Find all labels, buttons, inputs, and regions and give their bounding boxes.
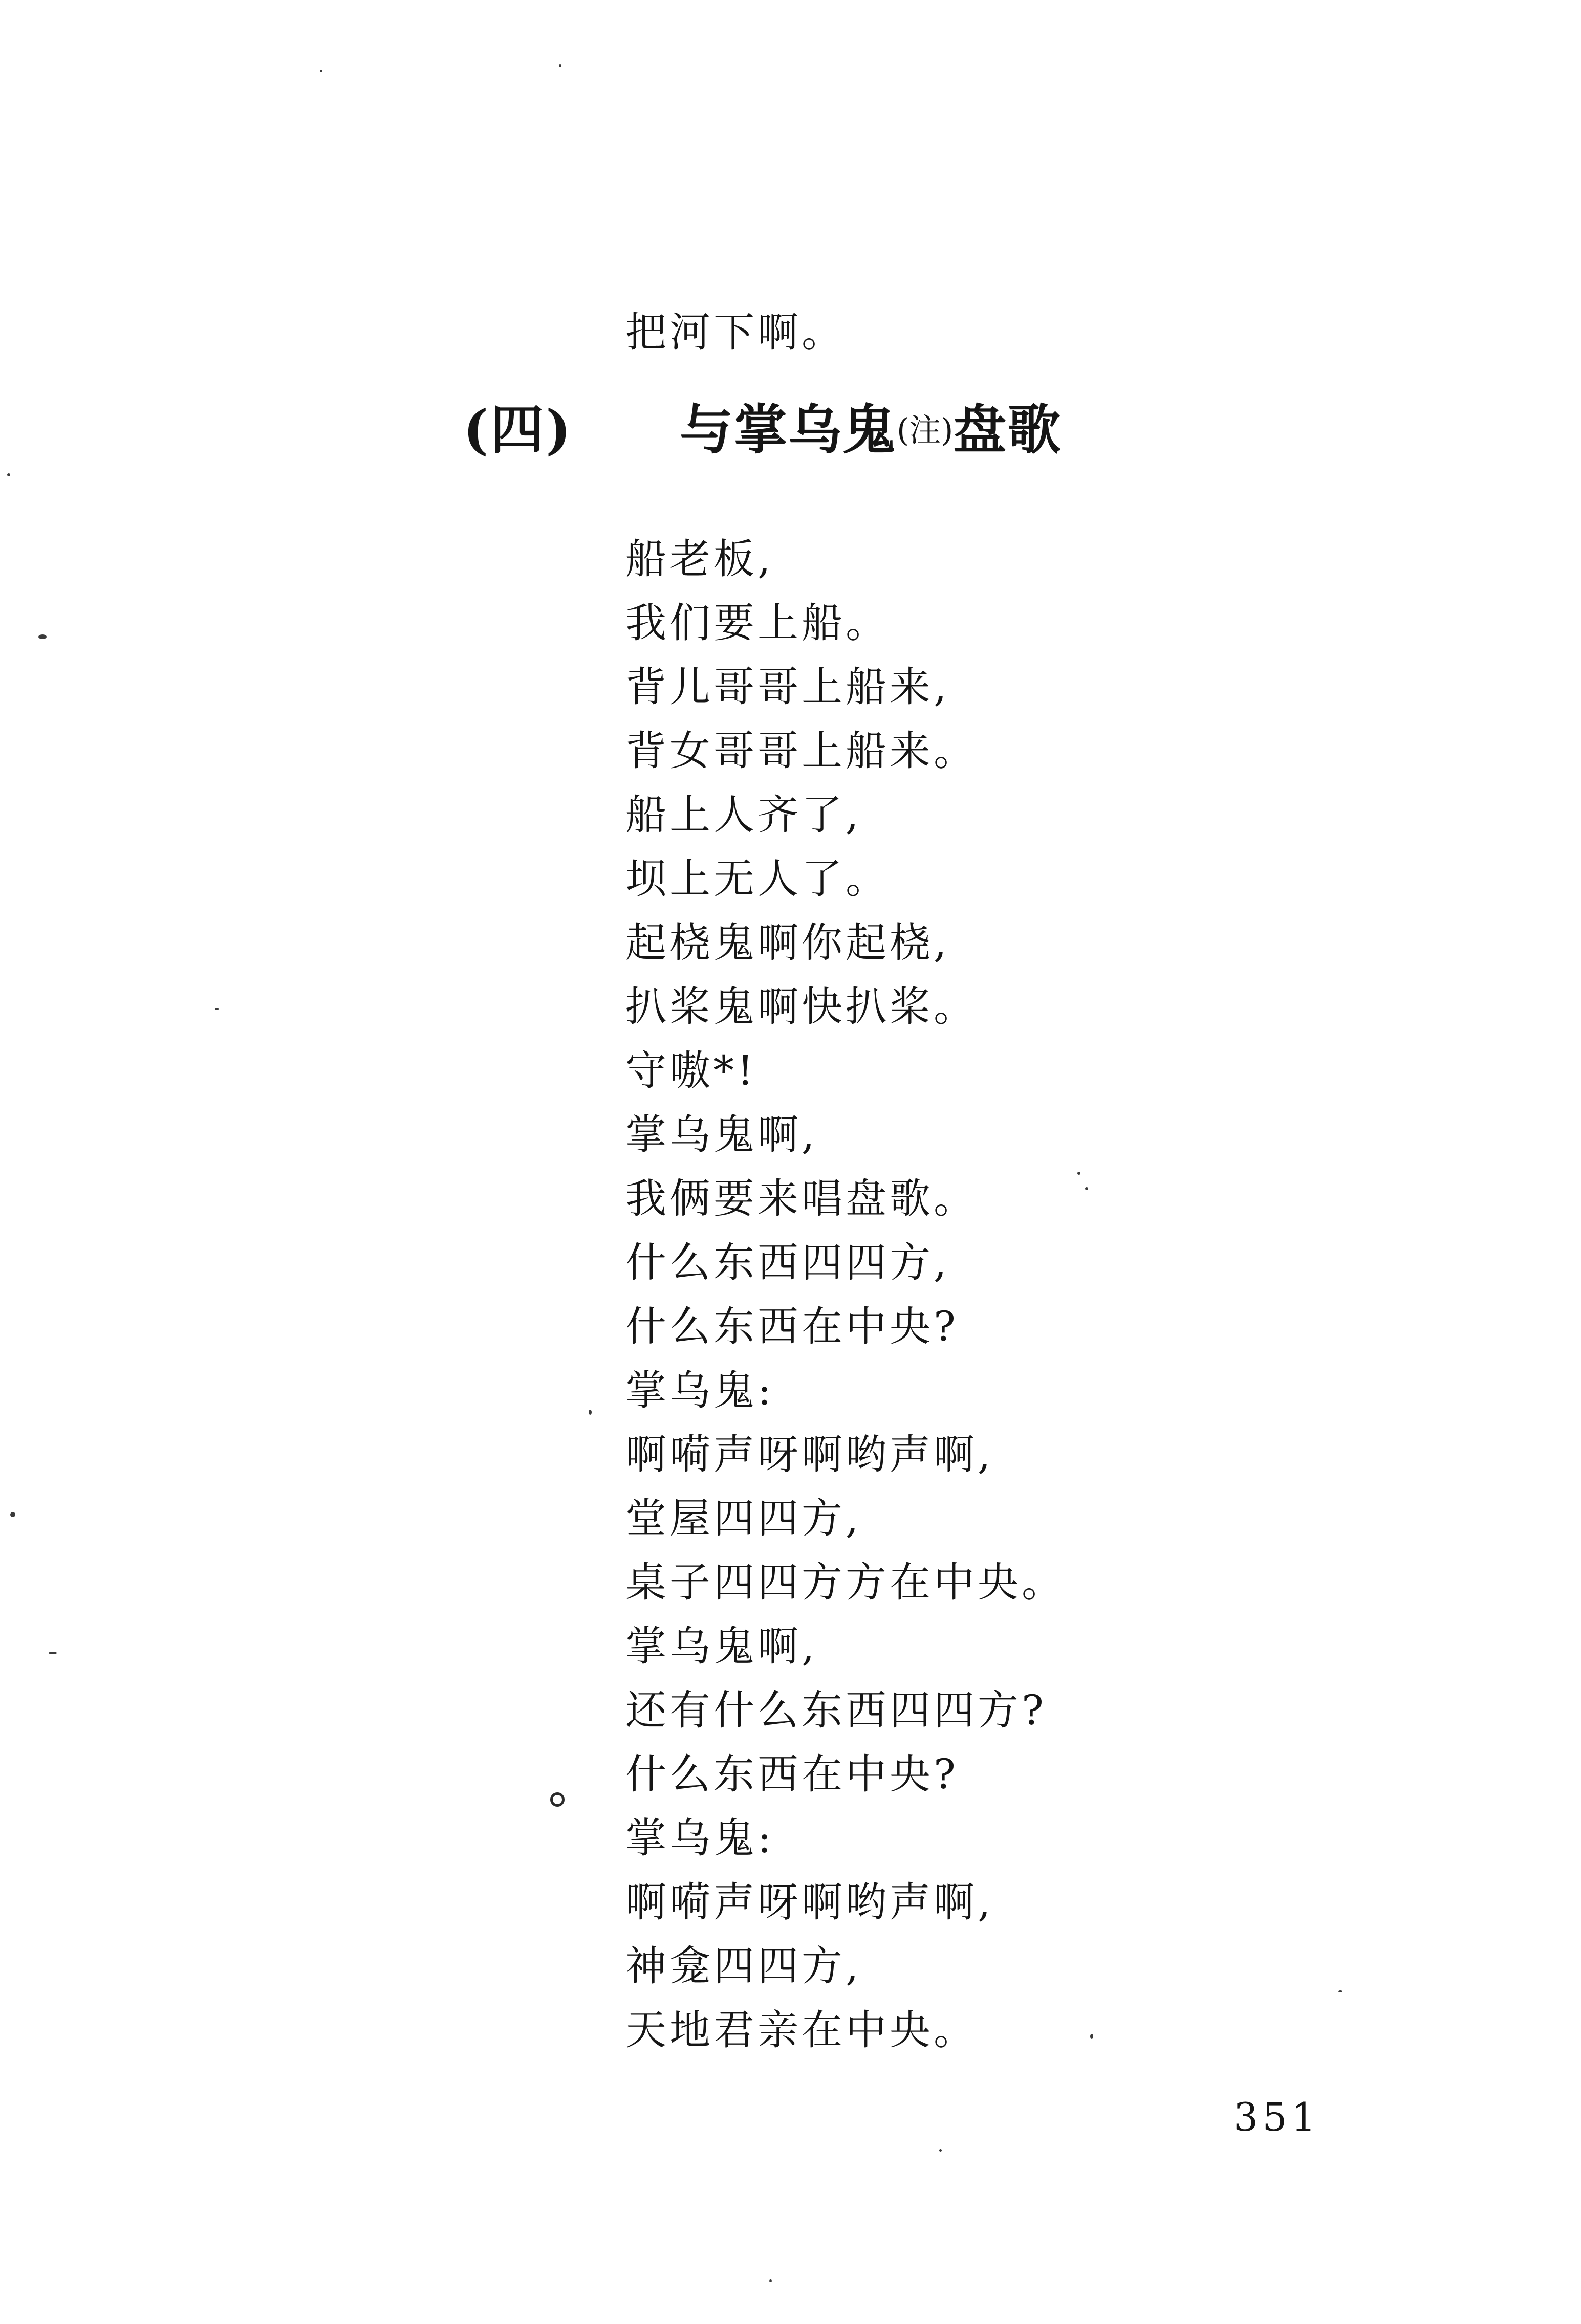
scan-ring-mark xyxy=(550,1792,565,1807)
scan-speck xyxy=(1090,2034,1093,2039)
lyric-line: 掌乌鬼啊, xyxy=(625,1623,818,1670)
lyric-line: 堂屋四四方, xyxy=(625,1495,862,1542)
lyric-line: 掌乌鬼: xyxy=(625,1814,774,1862)
scan-speck xyxy=(1077,1172,1080,1175)
lyric-line: 起桡鬼啊你起桡, xyxy=(625,919,950,967)
scan-speck xyxy=(1338,1990,1342,1992)
lyric-line: 船老板, xyxy=(625,535,774,583)
song-lyrics xyxy=(625,527,1066,2062)
lyric-line: 什么东西四四方, xyxy=(625,1239,950,1286)
scan-speck xyxy=(1085,1187,1088,1190)
lyric-line: 什么东西在中央? xyxy=(625,1303,959,1350)
lyric-line: 什么东西在中央? xyxy=(625,1750,959,1798)
scan-speck xyxy=(10,1512,15,1517)
lyric-line: 守嗷*! xyxy=(625,1047,757,1094)
lyric-line: 我们要上船。 xyxy=(625,599,890,647)
scan-speck xyxy=(769,2279,772,2282)
lyric-line: 船上人齐了, xyxy=(625,791,862,839)
lyric-line: 啊嗬声呀啊哟声啊, xyxy=(625,1878,994,1926)
section-number: (四) xyxy=(463,398,573,461)
lyric-line: 掌乌鬼: xyxy=(625,1367,774,1414)
scan-speck xyxy=(38,634,47,639)
lyric-line: 啊嗬声呀啊哟声啊, xyxy=(625,1431,994,1478)
scan-speck xyxy=(7,473,10,476)
lyric-line: 背女哥哥上船来。 xyxy=(625,727,978,775)
lyric-line: 神龛四四方, xyxy=(625,1942,862,1990)
continued-verse-line: 把河下啊。 xyxy=(625,309,846,356)
lyric-line: 还有什么东西四四方? xyxy=(625,1686,1047,1734)
scan-speck xyxy=(559,64,561,67)
page-number: 351 xyxy=(1233,2094,1320,2140)
section-title xyxy=(680,394,1062,466)
lyric-line: 坝上无人了。 xyxy=(625,855,890,903)
lyric-line: 掌乌鬼啊, xyxy=(625,1111,818,1158)
lyric-line: 天地君亲在中央。 xyxy=(625,2006,978,2054)
scan-speck xyxy=(215,1008,219,1010)
section-title-note-marker: (注) xyxy=(897,411,954,449)
scan-speck xyxy=(49,1652,57,1654)
scan-speck xyxy=(589,1410,592,1415)
lyric-line: 背儿哥哥上船来, xyxy=(625,663,950,711)
scan-speck xyxy=(939,2149,942,2152)
section-title-end: 盘歌 xyxy=(953,398,1062,461)
lyric-line: 扒桨鬼啊快扒桨。 xyxy=(625,983,978,1031)
scan-speck xyxy=(320,70,322,72)
section-title-main: 与掌乌鬼 xyxy=(680,398,897,461)
lyric-line: 桌子四四方方在中央。 xyxy=(625,1559,1066,1606)
lyric-line: 我俩要来唱盘歌。 xyxy=(625,1175,978,1222)
